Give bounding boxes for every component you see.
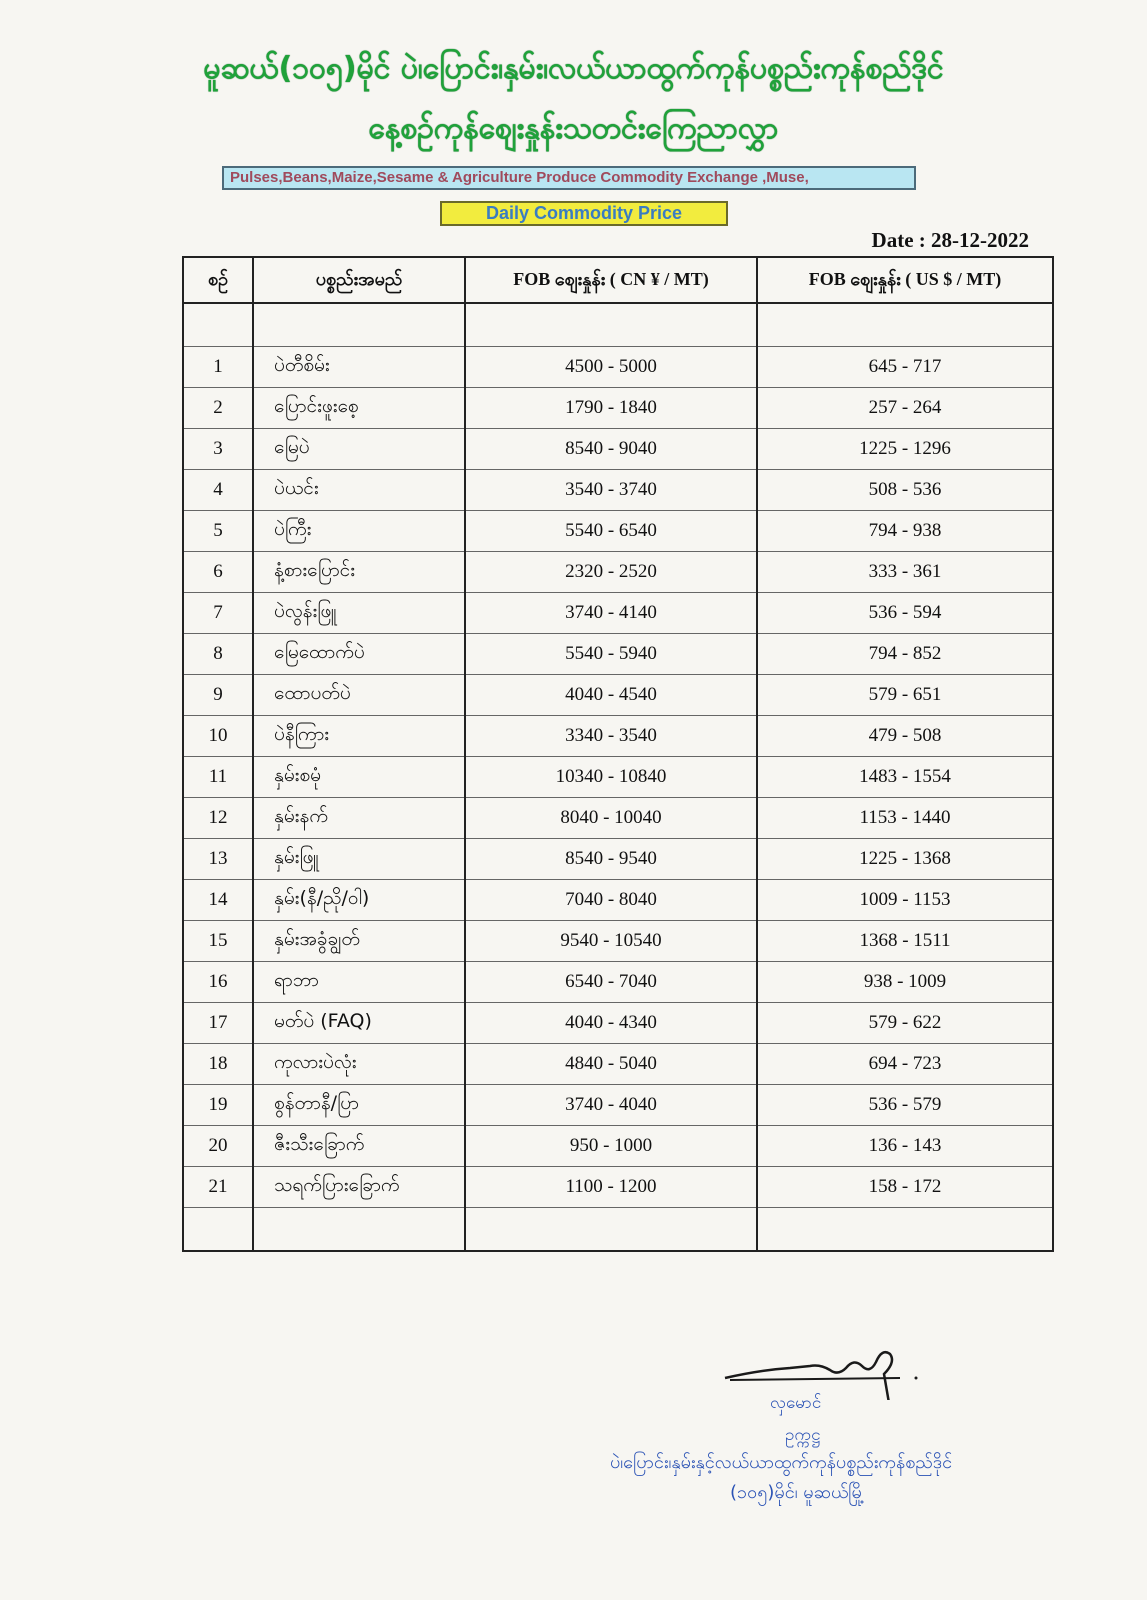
us-price-range: 794 - 852 <box>757 634 1053 675</box>
table-row <box>183 962 1053 1003</box>
title-line-2: နေ့စဉ်ကုန်စျေးနှုန်းသတင်းကြေညာလွှာ <box>368 111 779 146</box>
table-row <box>183 429 1053 470</box>
commodity-name: ကုလားပဲလုံး <box>253 1044 465 1085</box>
row-number: 16 <box>183 962 253 1003</box>
commodity-name: ပဲနီကြား <box>253 716 465 757</box>
cn-price-range: 8540 - 9040 <box>465 429 757 470</box>
table-row <box>183 470 1053 511</box>
us-price-range: 158 - 172 <box>757 1167 1053 1208</box>
cn-price-range: 3340 - 3540 <box>465 716 757 757</box>
table-row <box>183 552 1053 593</box>
header-us-price: FOB စျေးနှုန်း ( US $ / MT) <box>757 257 1053 303</box>
date-label: Date : 28-12-2022 <box>871 228 1029 252</box>
table-row <box>183 1003 1053 1044</box>
table-row <box>183 880 1053 921</box>
cn-price-range: 10340 - 10840 <box>465 757 757 798</box>
cn-price-range: 8040 - 10040 <box>465 798 757 839</box>
us-price-range: 1368 - 1511 <box>757 921 1053 962</box>
table-row <box>183 1167 1053 1208</box>
row-number: 8 <box>183 634 253 675</box>
cn-price-range: 4840 - 5040 <box>465 1044 757 1085</box>
table-row <box>183 593 1053 634</box>
row-number: 14 <box>183 880 253 921</box>
us-price-range: 694 - 723 <box>757 1044 1053 1085</box>
commodity-name: နှမ်းစမုံ <box>253 757 465 798</box>
row-number: 21 <box>183 1167 253 1208</box>
us-price-range: 1009 - 1153 <box>757 880 1053 921</box>
us-price-range: 1225 - 1368 <box>757 839 1053 880</box>
commodity-name: စွန်တာနီ/ပြာ <box>253 1085 465 1126</box>
signatory-role: ဥက္ကဋ္ဌ <box>785 1425 821 1445</box>
cn-price-range: 2320 - 2520 <box>465 552 757 593</box>
commodity-name: မတ်ပဲ (FAQ) <box>253 1003 465 1044</box>
table-row <box>183 798 1053 839</box>
cn-price-range: 5540 - 6540 <box>465 511 757 552</box>
table-row <box>183 511 1053 552</box>
us-price-range: 536 - 579 <box>757 1085 1053 1126</box>
table-row <box>183 839 1053 880</box>
cn-price-range: 4040 - 4540 <box>465 675 757 716</box>
commodity-name: သရက်ပြားခြောက် <box>253 1167 465 1208</box>
row-number: 5 <box>183 511 253 552</box>
cn-price-range: 9540 - 10540 <box>465 921 757 962</box>
us-price-range: 1225 - 1296 <box>757 429 1053 470</box>
table-row <box>183 757 1053 798</box>
commodity-name: နံ့စားပြောင်း <box>253 552 465 593</box>
us-price-range: 938 - 1009 <box>757 962 1053 1003</box>
row-number: 3 <box>183 429 253 470</box>
row-number: 19 <box>183 1085 253 1126</box>
row-number: 4 <box>183 470 253 511</box>
header-no: စဉ် <box>183 257 253 303</box>
title-line-1: မူဆယ်(၁၀၅)မိုင် ပဲ၊ပြောင်း၊နှမ်း၊လယ်ယာထွက်ကုန်ပစ္စည်းကုန်စည်ဒိုင် <box>203 51 944 86</box>
commodity-name: နှမ်းနက် <box>253 798 465 839</box>
cn-price-range: 3540 - 3740 <box>465 470 757 511</box>
row-number: 18 <box>183 1044 253 1085</box>
row-number: 1 <box>183 347 253 388</box>
us-price-range: 579 - 651 <box>757 675 1053 716</box>
row-number: 6 <box>183 552 253 593</box>
table-row <box>183 716 1053 757</box>
us-price-range: 136 - 143 <box>757 1126 1053 1167</box>
commodity-name: နှမ်းဖြူ <box>253 839 465 880</box>
cn-price-range: 3740 - 4140 <box>465 593 757 634</box>
commodity-name: ဇီးသီးခြောက် <box>253 1126 465 1167</box>
cn-price-range: 3740 - 4040 <box>465 1085 757 1126</box>
commodity-name: ထောပတ်ပဲ <box>253 675 465 716</box>
cn-price-range: 4500 - 5000 <box>465 347 757 388</box>
header-cn-price: FOB စျေးနှုန်း ( CN ¥ / MT) <box>465 257 757 303</box>
row-number: 7 <box>183 593 253 634</box>
signature-scribble-icon <box>720 1340 920 1400</box>
us-price-range: 1153 - 1440 <box>757 798 1053 839</box>
cn-price-range: 6540 - 7040 <box>465 962 757 1003</box>
commodity-name: ပဲယင်း <box>253 470 465 511</box>
commodity-name: ပဲကြီး <box>253 511 465 552</box>
daily-commodity-price-banner: Daily Commodity Price <box>440 201 728 226</box>
us-price-range: 1483 - 1554 <box>757 757 1053 798</box>
table-row <box>183 388 1053 429</box>
us-price-range: 794 - 938 <box>757 511 1053 552</box>
cn-price-range: 1790 - 1840 <box>465 388 757 429</box>
signatory-city: (၁၀၅)မိုင်၊ မူဆယ်မြို့ <box>730 1482 865 1503</box>
commodity-name: ပဲလွန်းဖြူ <box>253 593 465 634</box>
cn-price-range: 950 - 1000 <box>465 1126 757 1167</box>
row-number: 12 <box>183 798 253 839</box>
table-row <box>183 1044 1053 1085</box>
table-row <box>183 1085 1053 1126</box>
commodity-name: ပဲတီစိမ်း <box>253 347 465 388</box>
commodity-name: ရာဘာ <box>253 962 465 1003</box>
table-row <box>183 1126 1053 1167</box>
row-number: 9 <box>183 675 253 716</box>
row-number: 17 <box>183 1003 253 1044</box>
us-price-range: 479 - 508 <box>757 716 1053 757</box>
us-price-range: 333 - 361 <box>757 552 1053 593</box>
commodity-name: နှမ်း(နီ/ညို/ဝါ) <box>253 880 465 921</box>
row-number: 2 <box>183 388 253 429</box>
english-name-banner: Pulses,Beans,Maize,Sesame & Agriculture Produce Commodity Exchange ,Muse, <box>222 166 916 190</box>
row-number: 10 <box>183 716 253 757</box>
row-number: 20 <box>183 1126 253 1167</box>
price-table <box>182 256 1054 1252</box>
cn-price-range: 5540 - 5940 <box>465 634 757 675</box>
signatory-name: လှမောင် <box>770 1393 822 1413</box>
signatory-organization: ပဲ၊ပြောင်း၊နှမ်းနှင့်လယ်ယာထွက်ကုန်ပစ္စည်းကုန်စည်ဒိုင် <box>610 1452 953 1473</box>
cn-price-range: 1100 - 1200 <box>465 1167 757 1208</box>
row-number: 13 <box>183 839 253 880</box>
us-price-range: 257 - 264 <box>757 388 1053 429</box>
table-row <box>183 634 1053 675</box>
cn-price-range: 8540 - 9540 <box>465 839 757 880</box>
us-price-range: 508 - 536 <box>757 470 1053 511</box>
commodity-name: နှမ်းအခွံချွတ် <box>253 921 465 962</box>
commodity-name: မြေထောက်ပဲ <box>253 634 465 675</box>
signature-block <box>610 1340 1030 1540</box>
table-blank-row <box>183 303 1053 347</box>
table-row <box>183 347 1053 388</box>
cn-price-range: 4040 - 4340 <box>465 1003 757 1044</box>
row-number: 11 <box>183 757 253 798</box>
commodity-name: မြေပဲ <box>253 429 465 470</box>
cn-price-range: 7040 - 8040 <box>465 880 757 921</box>
table-row <box>183 675 1053 716</box>
table-row <box>183 921 1053 962</box>
header-name: ပစ္စည်းအမည် <box>253 257 465 303</box>
table-blank-row <box>183 1208 1053 1252</box>
commodity-name: ပြောင်းဖူးစေ့ <box>253 388 465 429</box>
row-number: 15 <box>183 921 253 962</box>
us-price-range: 579 - 622 <box>757 1003 1053 1044</box>
us-price-range: 645 - 717 <box>757 347 1053 388</box>
table-header-row <box>183 257 1053 303</box>
us-price-range: 536 - 594 <box>757 593 1053 634</box>
